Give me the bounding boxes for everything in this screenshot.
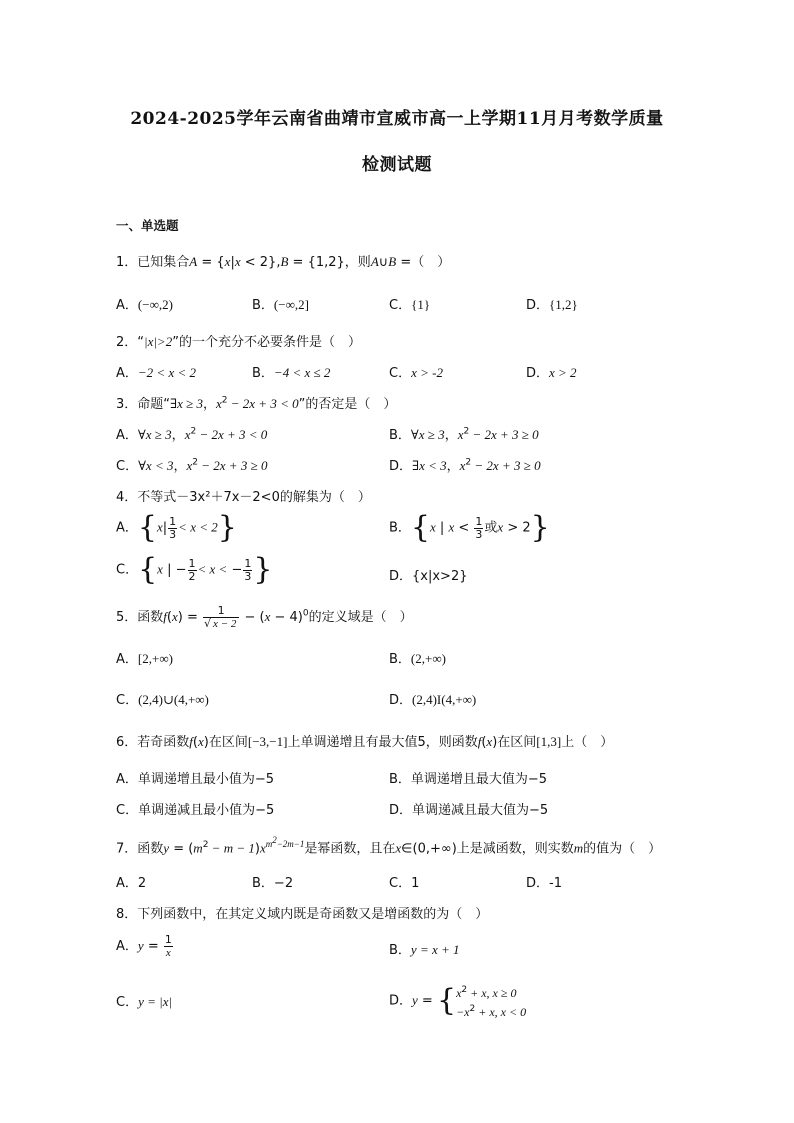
- question-6: 6．若奇函数f(x)在区间[−3,−1]上单调递增且有最大值5，则函数f(x)在区间[1,3]上（ ）: [116, 734, 614, 750]
- q3-option-a[interactable]: A．∀x ≥ 3，$x^2 - 2x + 3 < 0$: [116, 426, 268, 443]
- q7-option-d[interactable]: D．-1: [526, 876, 562, 891]
- q2-option-d[interactable]: D．x > 2: [526, 365, 577, 381]
- document-title-line2: 检测试题: [362, 155, 432, 175]
- question-4: 4．不等式－3x²＋7x－2<0的解集为（ ）: [116, 490, 371, 505]
- q1-option-c[interactable]: C．{1}: [389, 297, 431, 313]
- q5-option-c[interactable]: C．(2,4)∪(4,+∞): [116, 692, 209, 708]
- q6-option-b[interactable]: B．单调递增且最大值为−5: [389, 772, 548, 787]
- q6-option-d[interactable]: D．单调递减且最大值为−5: [389, 803, 549, 818]
- q2-option-a[interactable]: A．−2 < x < 2: [116, 365, 196, 381]
- question-2: 2．“|x|>2”的一个充分不必要条件是（ ）: [116, 334, 361, 350]
- q8-option-b[interactable]: B．y = x + 1: [389, 942, 460, 958]
- q6-option-c[interactable]: C．单调递减且最小值为−5: [116, 803, 275, 818]
- q4-option-d[interactable]: D．{x|x>2}: [389, 569, 468, 584]
- q7-option-a[interactable]: A．2: [116, 876, 147, 891]
- q7-option-c[interactable]: C．1: [389, 876, 420, 891]
- q2-option-c[interactable]: C．x > -2: [389, 365, 443, 381]
- section-heading: 一、单选题: [116, 218, 179, 233]
- q8-option-c[interactable]: C．y = |x|: [116, 994, 173, 1010]
- q3-option-b[interactable]: B．∀x ≥ 3，$x^2 - 2x + 3 \ge 0$: [389, 426, 539, 443]
- q7-option-b[interactable]: B．−2: [252, 876, 294, 891]
- q5-option-d[interactable]: D．(2,4)Ι(4,+∞): [389, 692, 477, 708]
- q1-option-d[interactable]: D．{1,2}: [526, 297, 578, 313]
- document-title-line1: 2024-2025学年云南省曲靖市宣威市高一上学期11月月考数学质量: [130, 109, 664, 129]
- q3-option-d[interactable]: D．∃x < 3，$x^2 - 2x + 3 \ge 0$: [389, 457, 541, 474]
- q5-option-b[interactable]: B．(2,+∞): [389, 651, 446, 667]
- q4-option-c[interactable]: C．{x | − $\frac{1}{2}$ < x < − $\frac{1}{3}$ }: [116, 552, 273, 587]
- question-3: 3．命题“∃x ≥ 3，$x^2 - 2x + 3 < 0$”的否定是（ ）: [116, 395, 397, 412]
- q5-option-a[interactable]: A．[2,+∞): [116, 651, 173, 667]
- q8-option-a[interactable]: A．y = $\frac{1}{x}$: [116, 933, 172, 959]
- q3-option-c[interactable]: C．∀x < 3，$x^2 - 2x + 3 \ge 0$: [116, 457, 268, 474]
- q6-option-a[interactable]: A．单调递增且最小值为−5: [116, 772, 275, 787]
- question-1: 1．已知集合A = {x|x < 2},B = {1,2}，则A∪B =（ ）: [116, 254, 451, 270]
- q4-option-b[interactable]: B．{x | x < $\frac{1}{3}$ 或x > 2}: [389, 510, 550, 545]
- question-5: 5．函数f(x) = $\frac{1}{√ x - 2}$ − $(x - 4)^0$的定义域是（ ）: [116, 604, 413, 630]
- q8-option-d[interactable]: D．$y = \{x^2 + x$, x ≥ 0 $-x^2 + x$, x < 0: [389, 983, 527, 1019]
- q2-option-b[interactable]: B．−4 < x ≤ 2: [252, 365, 331, 381]
- question-7: 7．函数$y = (m^2 - m - 1)x^{m^2-2m-1}$是幂函数，且在x∈(0,+∞)上是减函数，则实数m的值为（ ）: [116, 835, 662, 857]
- q1-option-a[interactable]: A．(−∞,2): [116, 297, 173, 313]
- question-8: 8．下列函数中，在其定义域内既是奇函数又是增函数的为（ ）: [116, 907, 489, 922]
- q1-option-b[interactable]: B．(−∞,2]: [252, 297, 309, 313]
- q4-option-a[interactable]: A．{x| $\frac{1}{3}$ < x < 2}: [116, 510, 237, 545]
